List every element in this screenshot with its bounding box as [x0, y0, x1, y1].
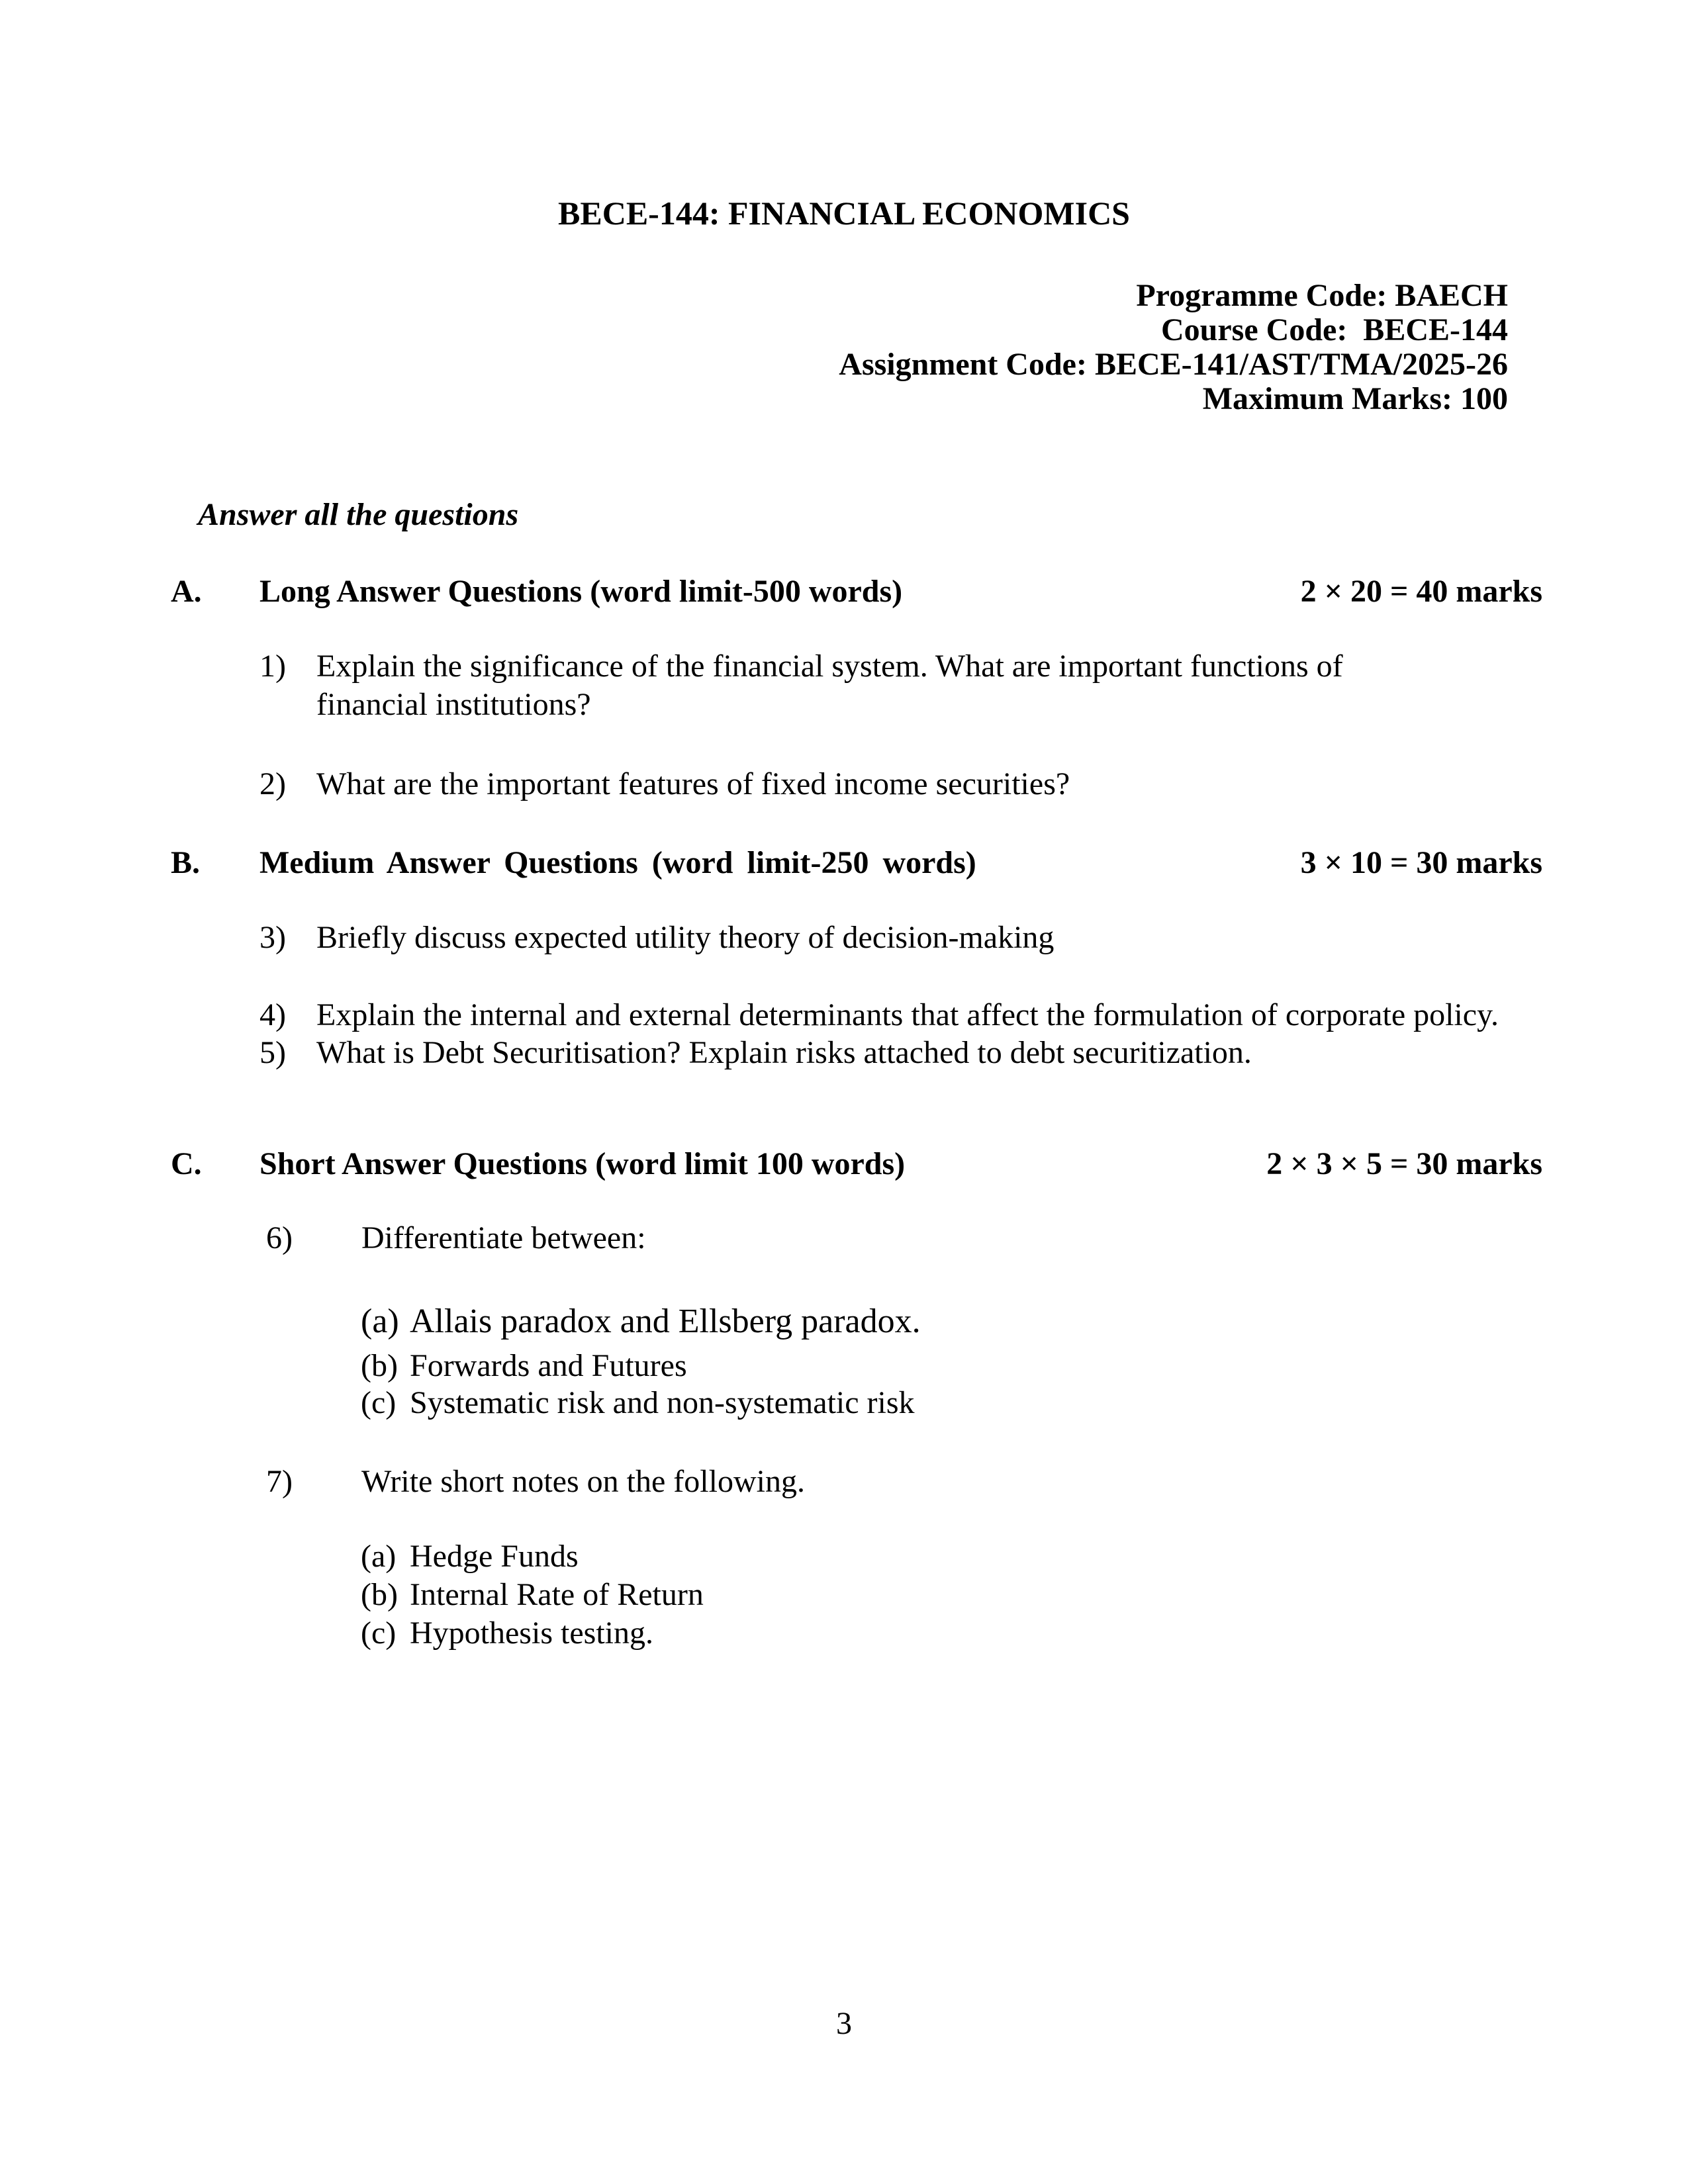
question-6-sub-a-label: (a): [361, 1302, 399, 1340]
question-2-text: What are the important features of fixed income securities?: [316, 766, 1070, 801]
question-7-sub-a-text: Hedge Funds: [410, 1539, 579, 1574]
question-7-sub-c-label: (c): [361, 1615, 397, 1651]
section-c-letter: C.: [171, 1146, 202, 1181]
question-7-sub-c-text: Hypothesis testing.: [410, 1615, 653, 1651]
question-6-sub-b: [361, 1347, 687, 1385]
question-7-text: Write short notes on the following.: [361, 1464, 805, 1499]
question-5-number: 5): [259, 1035, 286, 1070]
section-a-row: [171, 572, 1542, 611]
assignment-code: Assignment Code: BECE-141/AST/TMA/2025-26: [839, 347, 1508, 382]
instruction-note: Answer all the questions: [198, 497, 519, 532]
question-1-number: 1): [259, 649, 286, 684]
question-6-sub-c: [361, 1384, 915, 1422]
question-7-sub-a: [361, 1537, 579, 1576]
question-4-number: 4): [259, 997, 286, 1032]
question-6-sub-a-text: Allais paradox and Ellsberg paradox.: [410, 1302, 921, 1340]
maximum-marks: Maximum Marks: 100: [1202, 381, 1508, 416]
question-3-text: Briefly discuss expected utility theory of decision-making: [316, 920, 1055, 955]
question-6-text: Differentiate between:: [361, 1220, 646, 1255]
section-b-letter: B.: [171, 845, 201, 880]
section-b-marks: 3 × 10 = 30 marks: [1300, 845, 1542, 880]
section-a-letter: A.: [171, 574, 202, 609]
question-5-text: What is Debt Securitisation? Explain risks attached to debt securitization.: [316, 1035, 1252, 1070]
question-1-text: [316, 647, 1343, 724]
section-a-heading: Long Answer Questions (word limit-500 words): [259, 574, 903, 609]
section-a-marks: 2 × 20 = 40 marks: [1300, 574, 1542, 609]
question-1: [259, 647, 1343, 724]
question-6-number: 6): [266, 1220, 293, 1255]
question-6-sub-a: [361, 1302, 921, 1341]
question-5: [259, 1034, 1252, 1072]
question-7: [266, 1463, 805, 1501]
section-c-marks: 2 × 3 × 5 = 30 marks: [1266, 1146, 1542, 1181]
question-3-number: 3): [259, 920, 286, 955]
question-7-sub-b-label: (b): [361, 1577, 398, 1612]
question-2: [259, 765, 1070, 803]
question-7-number: 7): [266, 1464, 293, 1499]
question-7-sub-c: [361, 1614, 653, 1653]
question-1-line-2: financial institutions?: [316, 687, 591, 722]
question-7-sub-b: [361, 1576, 704, 1614]
question-6-sub-b-label: (b): [361, 1348, 398, 1383]
question-4: [259, 996, 1499, 1034]
course-code: Course Code: BECE-144: [1161, 312, 1508, 347]
section-c-row: [171, 1145, 1542, 1183]
question-3: [259, 919, 1054, 957]
question-6: [266, 1219, 646, 1257]
programme-code: Programme Code: BAECH: [1136, 278, 1508, 313]
question-4-text: Explain the internal and external determinants that affect the formulation of corporate policy.: [316, 997, 1499, 1032]
section-b-row: [171, 844, 1542, 882]
question-7-sub-b-text: Internal Rate of Return: [410, 1577, 704, 1612]
page-number: 3: [836, 2006, 852, 2041]
question-6-sub-b-text: Forwards and Futures: [410, 1348, 687, 1383]
header-codes-block: [839, 279, 1508, 416]
document-title: BECE-144: FINANCIAL ECONOMICS: [558, 195, 1130, 232]
section-b-heading: Medium Answer Questions (word limit-250 words): [259, 845, 976, 880]
question-7-sub-a-label: (a): [361, 1539, 397, 1574]
section-c-heading: Short Answer Questions (word limit 100 words): [259, 1146, 906, 1181]
question-6-sub-c-label: (c): [361, 1385, 397, 1420]
question-1-line-1: Explain the significance of the financial system. What are important functions of: [316, 649, 1343, 684]
question-2-number: 2): [259, 766, 286, 801]
question-6-sub-c-text: Systematic risk and non-systematic risk: [410, 1385, 915, 1420]
